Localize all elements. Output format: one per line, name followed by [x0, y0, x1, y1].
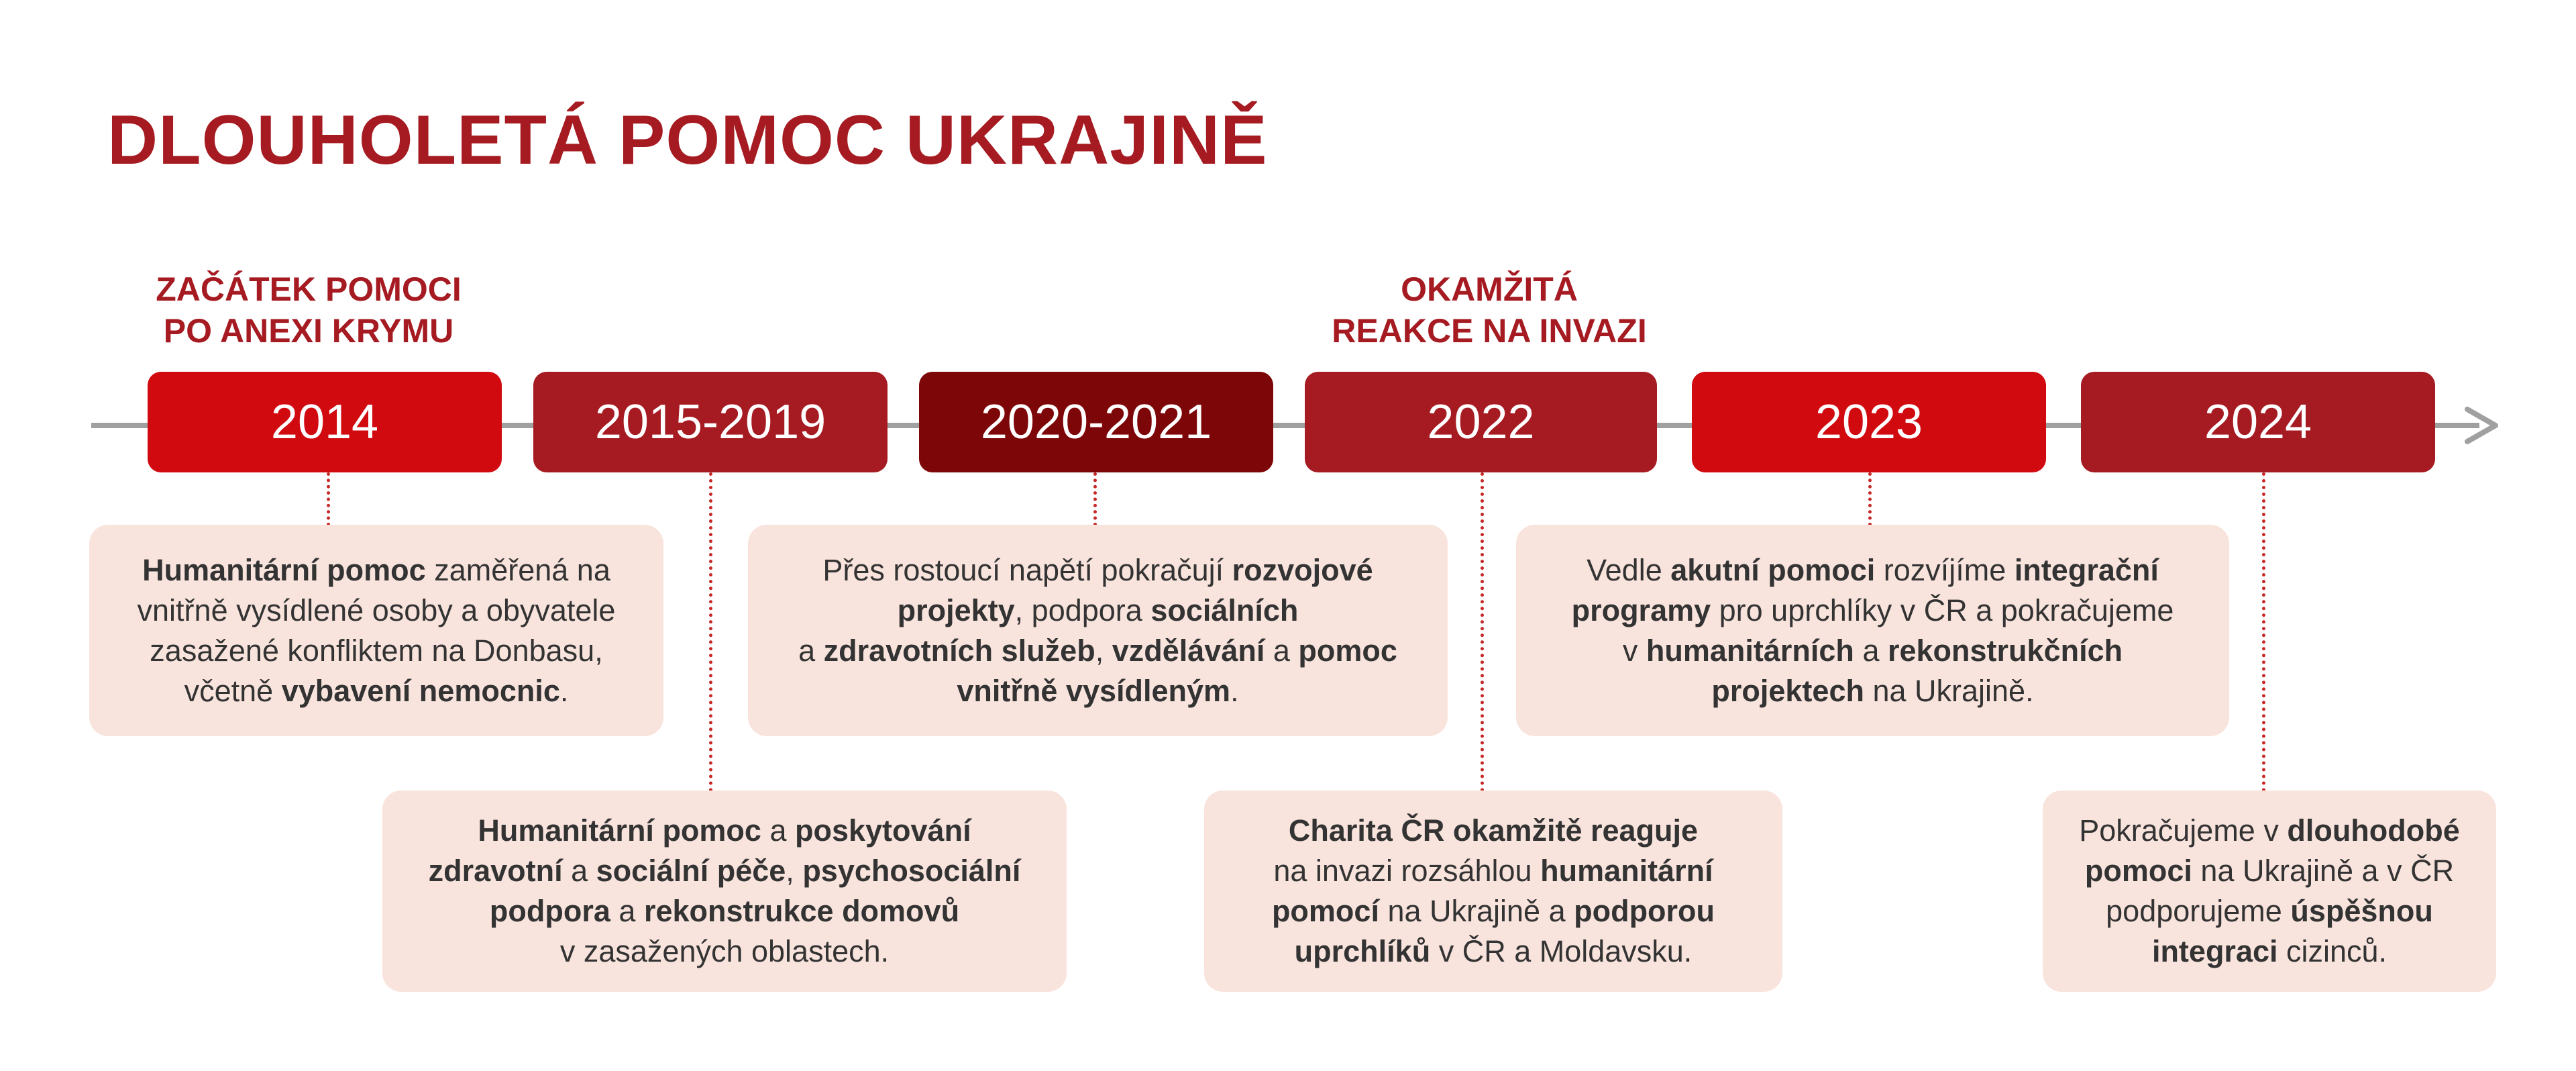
bold-text: Charita ČR okamžitě reaguje	[1288, 813, 1699, 848]
text: na invazi rozsáhlou	[1273, 854, 1541, 888]
description-line	[1272, 931, 1715, 972]
bold-text: dlouhodobé	[2287, 813, 2460, 848]
bold-text: integrační	[2014, 552, 2159, 587]
text: .	[559, 673, 569, 708]
bold-text: projektech	[1711, 673, 1864, 708]
text: cizinců.	[2277, 934, 2387, 968]
text: zasažené konfliktem na Donbasu,	[150, 633, 603, 668]
bold-text: úspěšnou	[2290, 894, 2433, 928]
annotation-line: ZAČÁTEK POMOCI	[156, 270, 462, 308]
bold-text: podporou	[1574, 894, 1715, 928]
description-line	[429, 811, 1021, 851]
description-line	[1572, 591, 2174, 631]
year-2020-2021: 2020-2021	[919, 372, 1273, 472]
description-line	[138, 631, 616, 671]
connector-2022	[1481, 472, 1484, 792]
year-2014: 2014	[148, 372, 502, 472]
text: Přes rostoucí napětí pokračují	[822, 552, 1232, 587]
annotation-invasion-reaction	[1295, 268, 1684, 352]
text: a	[1854, 633, 1888, 668]
description-2023	[1516, 525, 2229, 736]
bold-text: pomoci	[2084, 854, 2192, 888]
connector-2014	[327, 472, 330, 526]
text: a	[610, 894, 644, 928]
text: a	[798, 633, 824, 668]
description-line	[2079, 891, 2460, 931]
connector-2015-2019	[709, 472, 712, 792]
bold-text: pomocí	[1271, 894, 1379, 928]
bold-text: akutní pomoci	[1670, 552, 1876, 587]
text: , podpora	[1014, 593, 1151, 627]
bold-text: zdravotních služeb	[823, 633, 1095, 668]
bold-text: uprchlíků	[1294, 934, 1431, 968]
description-line	[1572, 550, 2174, 591]
description-line	[1272, 851, 1715, 891]
text: v zasažených oblastech.	[559, 934, 890, 968]
description-line	[798, 631, 1397, 671]
text: ,	[786, 854, 803, 888]
bold-text: rekonstrukčních	[1887, 633, 2123, 668]
description-line	[2079, 811, 2460, 851]
bold-text: Humanitární pomoc	[478, 813, 761, 848]
bold-text: psychosociální	[802, 854, 1021, 888]
bold-text: sociálních	[1150, 593, 1299, 627]
text: a	[562, 854, 596, 888]
text: zaměřená na	[425, 552, 610, 587]
text: vnitřně vysídlené osoby a obyvatele	[137, 593, 616, 627]
bold-text: rozvojové	[1232, 552, 1373, 587]
description-line	[429, 851, 1021, 891]
text: .	[1230, 673, 1239, 708]
annotation-line: PO ANEXI KRYMU	[163, 312, 454, 350]
bold-text: vzdělávání	[1112, 633, 1265, 668]
text: Vedle	[1587, 552, 1671, 587]
description-line	[138, 671, 616, 711]
text: a	[761, 813, 795, 848]
bold-text: humanitárních	[1646, 633, 1854, 668]
annotation-line: OKAMŽITÁ	[1401, 270, 1578, 308]
text: na Ukrajině a v ČR	[2192, 854, 2455, 888]
description-line	[2079, 851, 2460, 891]
annotation-line: REAKCE NA INVAZI	[1332, 312, 1647, 350]
text: Pokračujeme v	[2079, 813, 2288, 848]
text: ,	[1095, 633, 1112, 668]
text: na Ukrajině.	[1864, 673, 2034, 708]
description-line	[798, 671, 1397, 711]
bold-text: projekty	[897, 593, 1015, 627]
text: včetně	[184, 673, 282, 708]
bold-text: integraci	[2151, 934, 2278, 968]
description-line	[1572, 671, 2174, 711]
text: pro uprchlíky v ČR a pokračujeme	[1711, 593, 2174, 627]
description-line	[138, 591, 616, 631]
bold-text: vnitřně vysídleným	[957, 673, 1231, 708]
description-line	[429, 891, 1021, 931]
description-line	[798, 591, 1397, 631]
bold-text: poskytování	[795, 813, 971, 848]
page-title: DLOUHOLETÁ POMOC UKRAJINĚ	[107, 101, 1268, 179]
bold-text: humanitární	[1540, 854, 1713, 888]
description-2022	[1204, 790, 1782, 992]
description-line	[798, 550, 1397, 591]
description-line	[138, 550, 616, 591]
text: a	[1265, 633, 1299, 668]
bold-text: programy	[1571, 593, 1711, 627]
year-2023: 2023	[1692, 372, 2046, 472]
bold-text: pomoc	[1298, 633, 1397, 668]
description-2024	[2043, 790, 2496, 992]
description-2020-2021	[748, 525, 1448, 736]
text: podporujeme	[2106, 894, 2291, 928]
bold-text: podpora	[489, 894, 610, 928]
text: rozvíjíme	[1875, 552, 2015, 587]
arrow-right-icon	[2462, 405, 2505, 446]
description-line	[1272, 811, 1715, 851]
description-line	[1572, 631, 2174, 671]
description-line	[429, 931, 1021, 972]
connector-2023	[1868, 472, 1872, 526]
bold-text: Humanitární pomoc	[142, 552, 426, 587]
text: v ČR a Moldavsku.	[1430, 934, 1693, 968]
connector-2024	[2262, 472, 2265, 792]
bold-text: vybavení nemocnic	[281, 673, 560, 708]
description-2014	[89, 525, 663, 736]
year-2024: 2024	[2081, 372, 2435, 472]
description-line	[2079, 931, 2460, 972]
description-2015-2019	[382, 790, 1067, 992]
year-2022: 2022	[1305, 372, 1657, 472]
text: v	[1622, 633, 1646, 668]
annotation-start-of-help	[134, 268, 483, 352]
bold-text: sociální péče	[596, 854, 786, 888]
text: na Ukrajině a	[1379, 894, 1574, 928]
bold-text: rekonstrukce domovů	[643, 894, 960, 928]
bold-text: zdravotní	[428, 854, 563, 888]
year-2015-2019: 2015-2019	[533, 372, 888, 472]
description-line	[1272, 891, 1715, 931]
connector-2020-2021	[1093, 472, 1097, 526]
